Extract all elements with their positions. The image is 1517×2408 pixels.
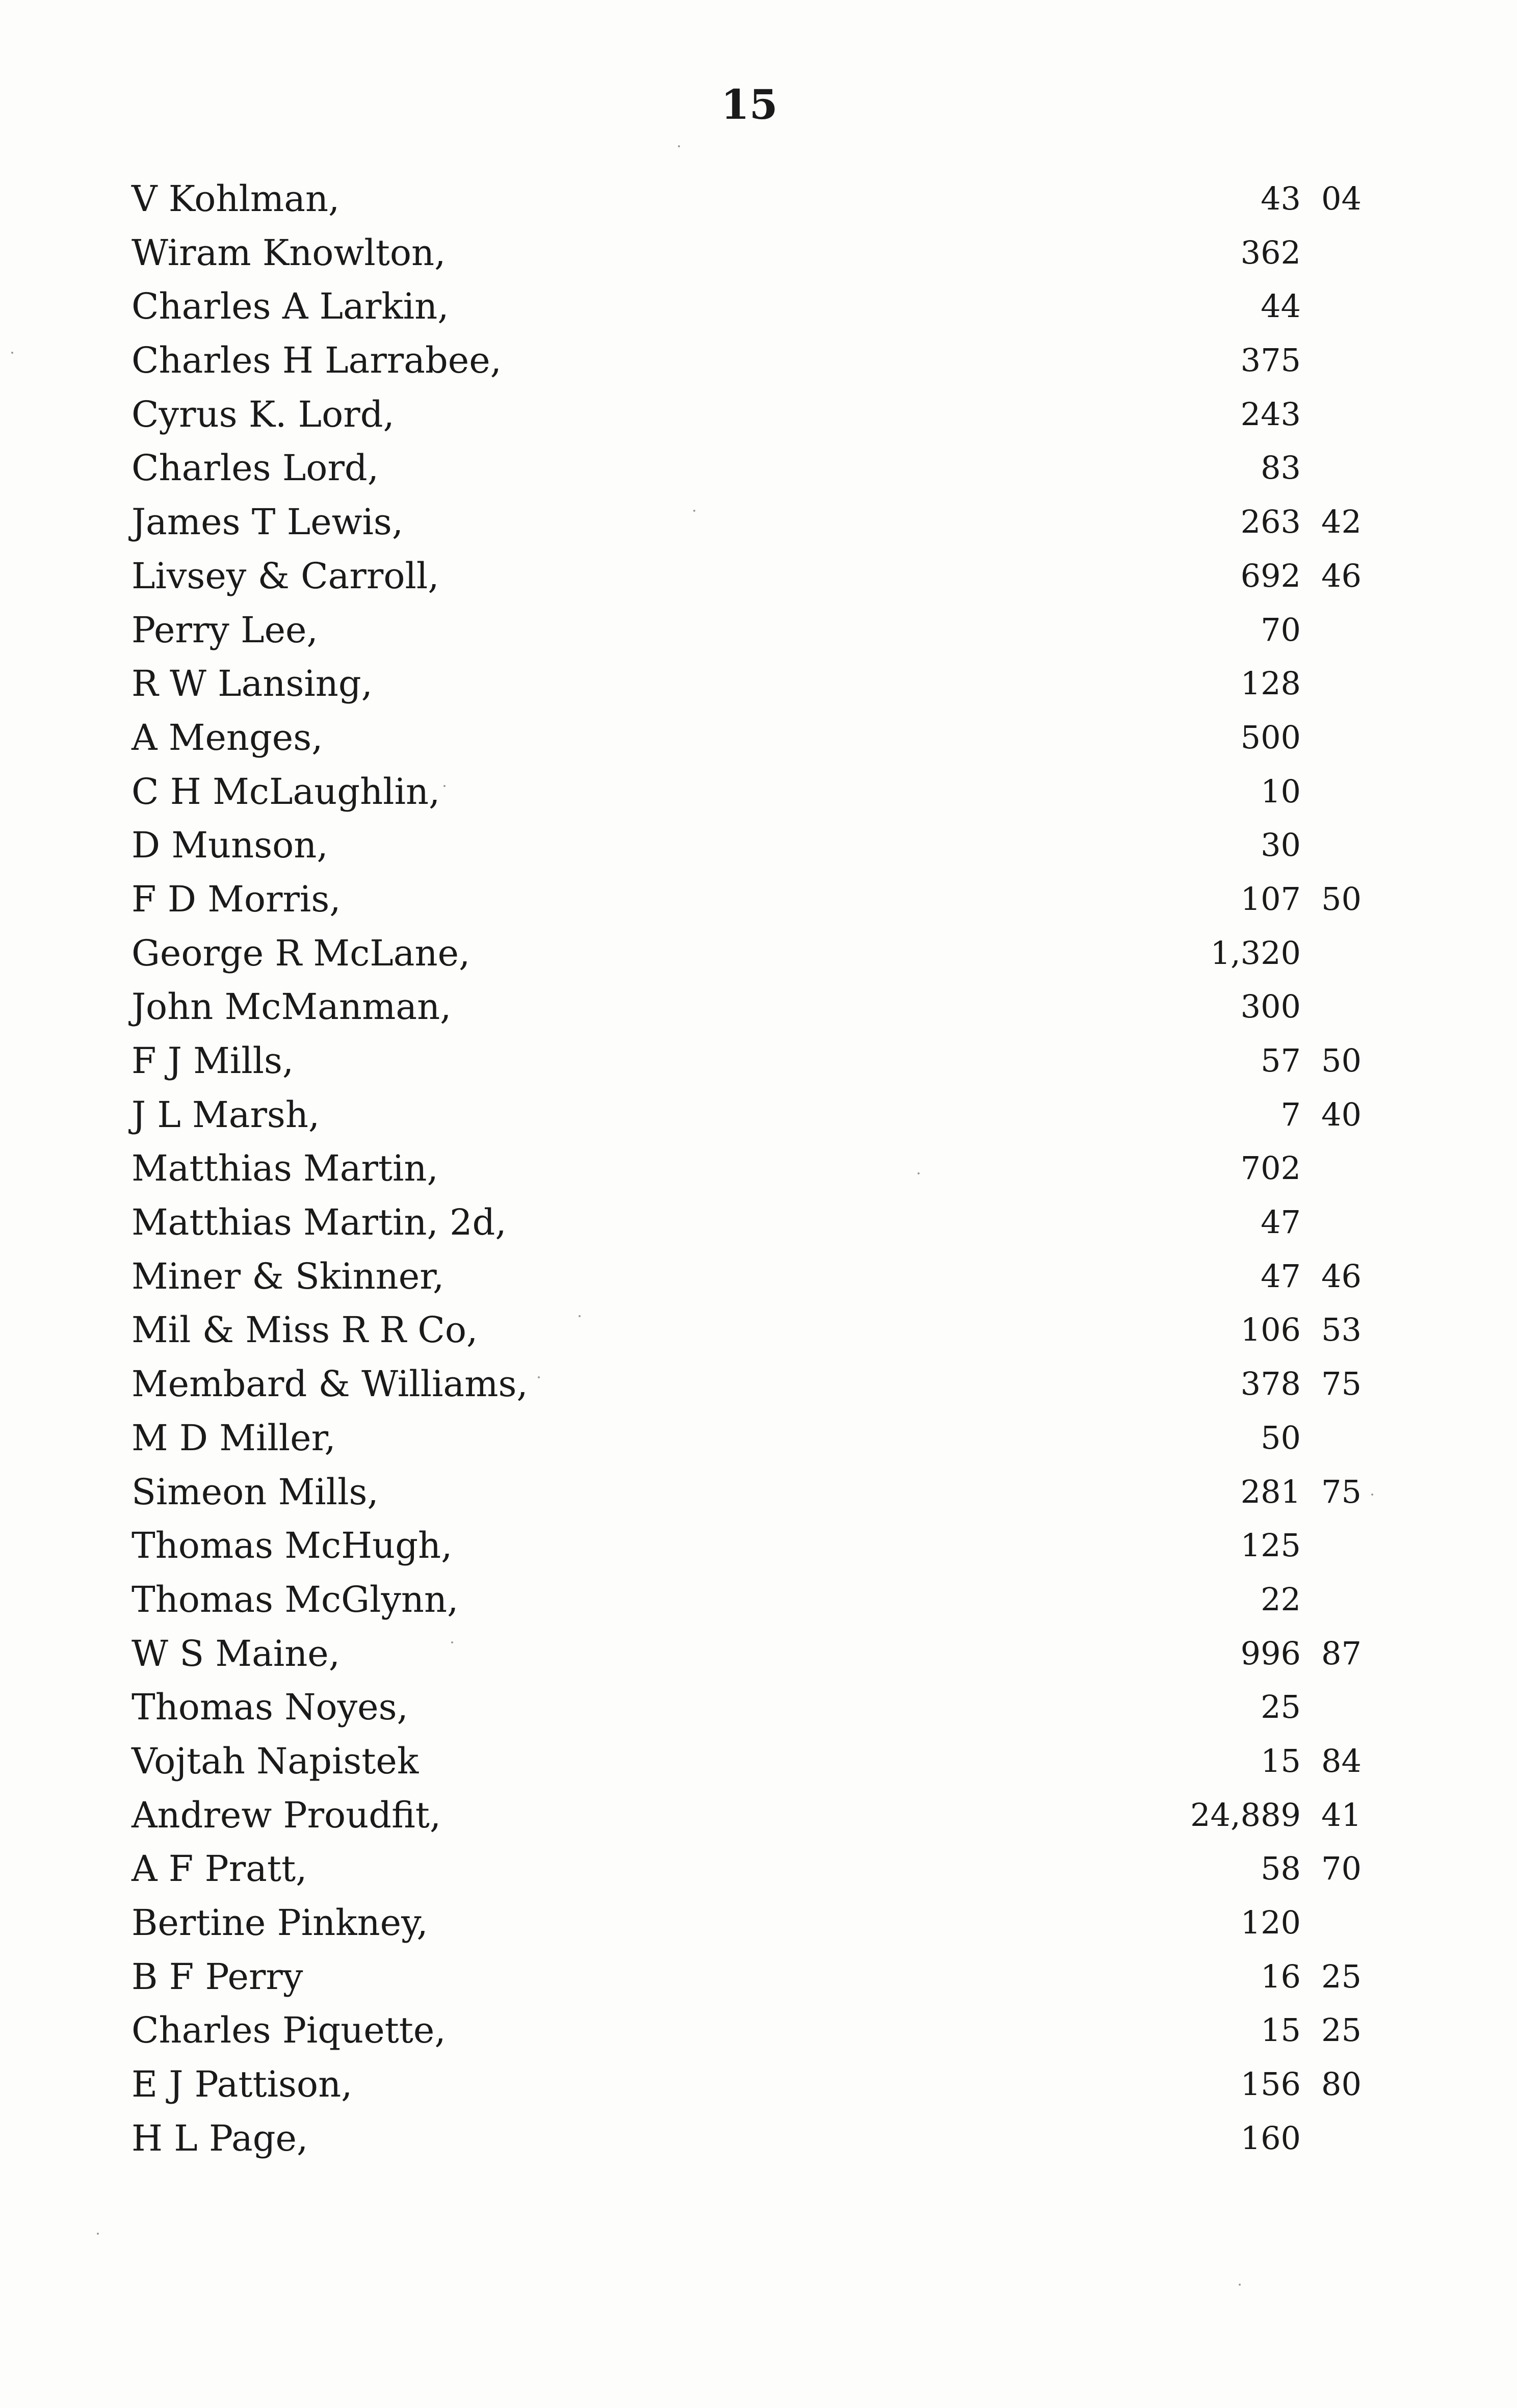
entry-dollars: 375 xyxy=(1240,342,1301,379)
entry-dollars: 15 xyxy=(1261,1742,1301,1779)
entry-name: Andrew Proudfit, xyxy=(132,1794,441,1836)
entry-name: F D Morris, xyxy=(132,878,341,920)
entry-dollars: 70 xyxy=(1261,611,1301,648)
page-number: 15 xyxy=(721,81,778,128)
entry-name: Miner & Skinner, xyxy=(132,1255,444,1297)
paper-speck xyxy=(693,510,695,512)
entry-dollars: 120 xyxy=(1240,1904,1301,1941)
entry-dollars: 44 xyxy=(1261,287,1301,325)
ledger-row xyxy=(0,1035,1517,1089)
entry-dollars: 15 xyxy=(1261,2011,1301,2049)
entry-cents: 04 xyxy=(1321,180,1362,217)
entry-cents: 50 xyxy=(1321,880,1362,918)
entry-dollars: 362 xyxy=(1240,233,1301,271)
ledger-row xyxy=(0,1197,1517,1251)
entry-name: Membard & Williams, xyxy=(132,1363,528,1405)
entry-cents: 80 xyxy=(1321,2065,1362,2103)
entry-dollars: 996 xyxy=(1240,1634,1301,1672)
entry-cents: 50 xyxy=(1321,1042,1362,1079)
ledger-row xyxy=(0,1628,1517,1682)
entry-dollars: 47 xyxy=(1261,1203,1301,1241)
ledger-row xyxy=(0,2059,1517,2113)
ledger-row xyxy=(0,335,1517,389)
entry-dollars: 300 xyxy=(1240,988,1301,1026)
entry-name: Charles A Larkin, xyxy=(132,285,449,328)
entry-name: Vojtah Napistek xyxy=(132,1740,419,1782)
entry-dollars: 156 xyxy=(1240,2065,1301,2103)
entry-cents: 46 xyxy=(1321,557,1362,594)
entry-dollars: 160 xyxy=(1240,2119,1301,2157)
paper-speck xyxy=(1371,1494,1373,1496)
paper-speck xyxy=(538,1376,540,1378)
entry-name: Matthias Martin, 2d, xyxy=(132,1201,507,1244)
entry-dollars: 22 xyxy=(1261,1580,1301,1618)
ledger-row xyxy=(0,981,1517,1035)
entry-cents: 41 xyxy=(1321,1796,1362,1834)
ledger-row xyxy=(0,1089,1517,1143)
entry-cents: 87 xyxy=(1321,1634,1362,1672)
ledger-row xyxy=(0,712,1517,766)
entry-dollars: 128 xyxy=(1240,665,1301,702)
entry-dollars: 500 xyxy=(1240,718,1301,756)
entry-name: George R McLane, xyxy=(132,932,470,974)
entry-name: M D Miller, xyxy=(132,1417,336,1459)
ledger-row xyxy=(0,928,1517,982)
paper-speck xyxy=(918,1172,920,1174)
entry-dollars: 702 xyxy=(1240,1149,1301,1187)
paper-speck xyxy=(678,145,680,147)
ledger-row xyxy=(0,2005,1517,2059)
entry-dollars: 43 xyxy=(1261,180,1301,217)
ledger-row xyxy=(0,2113,1517,2167)
entry-name: Wiram Knowlton, xyxy=(132,231,446,274)
entry-dollars: 24,889 xyxy=(1190,1796,1301,1834)
paper-speck xyxy=(97,2233,99,2235)
ledger-row xyxy=(0,389,1517,443)
entry-name: A F Pratt, xyxy=(132,1848,307,1890)
ledger-row xyxy=(0,1790,1517,1844)
entry-cents: 46 xyxy=(1321,1257,1362,1295)
entry-name: V Kohlman, xyxy=(132,178,340,220)
entry-dollars: 281 xyxy=(1240,1473,1301,1510)
ledger-row xyxy=(0,1251,1517,1305)
ledger-row xyxy=(0,1467,1517,1521)
entry-dollars: 107 xyxy=(1240,880,1301,918)
ledger-row xyxy=(0,605,1517,659)
entry-cents: 40 xyxy=(1321,1095,1362,1133)
entry-dollars: 30 xyxy=(1261,826,1301,864)
entry-cents: 25 xyxy=(1321,1957,1362,1995)
paper-speck xyxy=(579,1315,581,1317)
entry-name: H L Page, xyxy=(132,2117,308,2159)
entry-name: Livsey & Carroll, xyxy=(132,555,439,597)
paper-speck xyxy=(451,1641,453,1643)
entry-dollars: 243 xyxy=(1240,395,1301,433)
entry-cents: 84 xyxy=(1321,1742,1362,1779)
entry-name: Charles Lord, xyxy=(132,447,379,489)
ledger-row xyxy=(0,1358,1517,1412)
ledger-row xyxy=(0,1412,1517,1467)
ledger-row xyxy=(0,874,1517,928)
entry-name: E J Pattison, xyxy=(132,2063,353,2106)
ledger-row xyxy=(0,1843,1517,1897)
entry-dollars: 50 xyxy=(1261,1419,1301,1456)
entry-dollars: 25 xyxy=(1261,1688,1301,1726)
entry-cents: 75 xyxy=(1321,1473,1362,1510)
entry-name: J L Marsh, xyxy=(132,1093,320,1136)
ledger-row xyxy=(0,1951,1517,2005)
entry-name: Matthias Martin, xyxy=(132,1147,438,1190)
ledger-row xyxy=(0,820,1517,874)
entry-cents: 70 xyxy=(1321,1850,1362,1888)
ledger-row xyxy=(0,551,1517,605)
entry-name: Mil & Miss R R Co, xyxy=(132,1309,478,1351)
entry-dollars: 378 xyxy=(1240,1365,1301,1403)
entry-name: Bertine Pinkney, xyxy=(132,1902,428,1944)
entry-name: Charles H Larrabee, xyxy=(132,339,502,382)
entry-name: John McManman, xyxy=(132,986,452,1028)
ledger-row xyxy=(0,281,1517,335)
entry-name: C H McLaughlin, xyxy=(132,770,440,813)
ledger-row xyxy=(0,658,1517,712)
ledger-row xyxy=(0,1143,1517,1197)
entry-name: F J Mills, xyxy=(132,1040,294,1082)
entry-name: Thomas McGlynn, xyxy=(132,1578,459,1620)
ledger-list xyxy=(0,173,1517,2166)
paper-speck xyxy=(1239,2284,1241,2286)
entry-name: W S Maine, xyxy=(132,1632,340,1674)
entry-dollars: 83 xyxy=(1261,449,1301,487)
ledger-row xyxy=(0,1736,1517,1790)
entry-name: James T Lewis, xyxy=(132,501,404,543)
ledger-row xyxy=(0,1897,1517,1951)
entry-dollars: 57 xyxy=(1261,1042,1301,1079)
entry-name: Thomas Noyes, xyxy=(132,1686,408,1729)
ledger-row xyxy=(0,1682,1517,1736)
entry-dollars: 692 xyxy=(1240,557,1301,594)
entry-name: Simeon Mills, xyxy=(132,1471,379,1513)
ledger-row xyxy=(0,1520,1517,1574)
entry-name: Charles Piquette, xyxy=(132,2009,446,2052)
entry-dollars: 7 xyxy=(1280,1095,1301,1133)
ledger-row xyxy=(0,442,1517,496)
entry-dollars: 125 xyxy=(1240,1527,1301,1564)
entry-name: R W Lansing, xyxy=(132,663,373,705)
entry-dollars: 47 xyxy=(1261,1257,1301,1295)
paper-speck xyxy=(11,352,13,354)
entry-dollars: 263 xyxy=(1240,503,1301,541)
ledger-row xyxy=(0,227,1517,281)
entry-dollars: 106 xyxy=(1240,1311,1301,1349)
ledger-row xyxy=(0,766,1517,820)
entry-cents: 42 xyxy=(1321,503,1362,541)
entry-cents: 25 xyxy=(1321,2011,1362,2049)
entry-dollars: 58 xyxy=(1261,1850,1301,1888)
entry-name: B F Perry xyxy=(132,1955,303,1998)
entry-name: Thomas McHugh, xyxy=(132,1525,453,1567)
entry-cents: 53 xyxy=(1321,1311,1362,1349)
entry-dollars: 1,320 xyxy=(1210,934,1301,972)
paper-speck xyxy=(443,785,446,787)
ledger-row xyxy=(0,496,1517,551)
ledger-row xyxy=(0,1304,1517,1358)
entry-dollars: 10 xyxy=(1261,772,1301,810)
entry-name: Perry Lee, xyxy=(132,609,318,651)
entry-name: D Munson, xyxy=(132,824,328,867)
entry-name: A Menges, xyxy=(132,716,323,758)
entry-dollars: 16 xyxy=(1261,1957,1301,1995)
entry-cents: 75 xyxy=(1321,1365,1362,1403)
ledger-row xyxy=(0,173,1517,227)
entry-name: Cyrus K. Lord, xyxy=(132,393,395,435)
ledger-row xyxy=(0,1574,1517,1628)
